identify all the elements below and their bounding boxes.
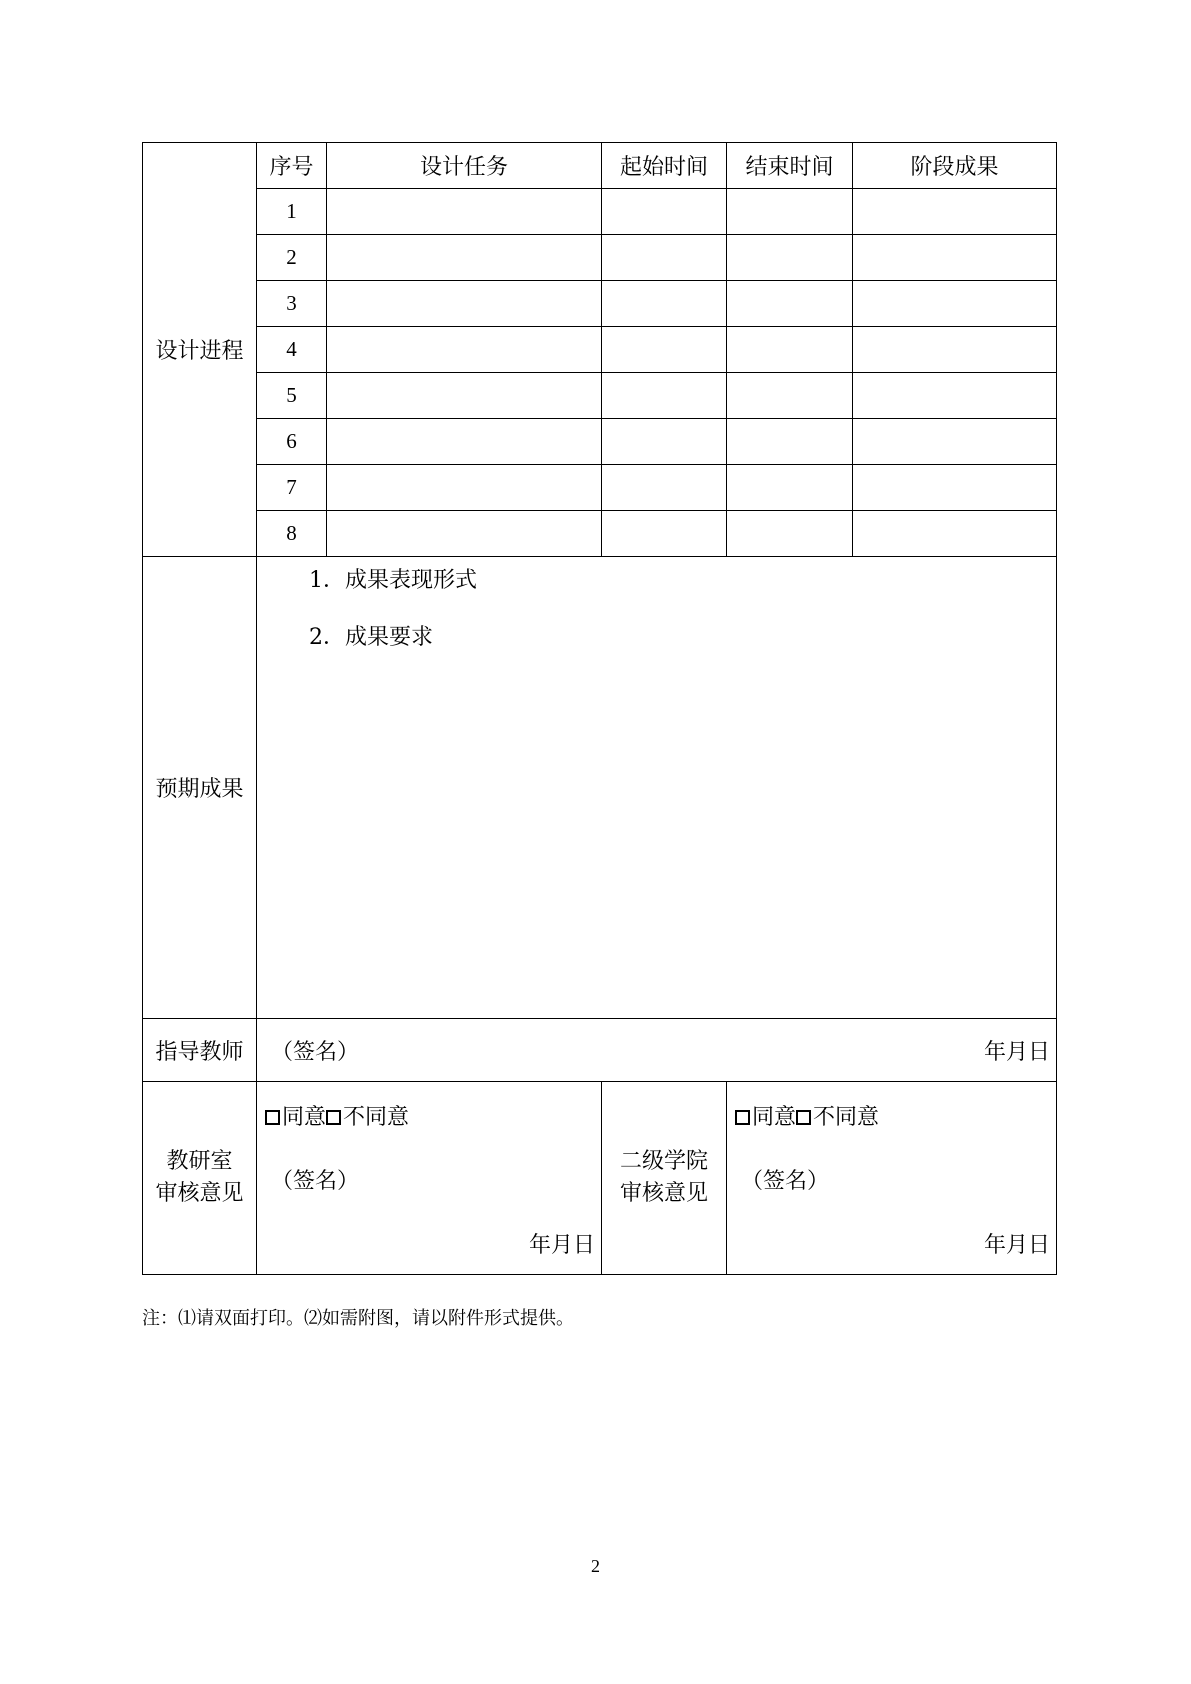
task-cell[interactable] (327, 511, 602, 557)
college-label-line1: 二级学院 (619, 1149, 708, 1174)
college-label-line2: 审核意见 (619, 1181, 708, 1206)
task-cell[interactable] (327, 373, 602, 419)
office-label-line2: 审核意见 (155, 1181, 244, 1206)
task-cell[interactable] (327, 465, 602, 511)
office-date-label: 年月日 (528, 1233, 595, 1258)
stage-result-cell[interactable] (853, 189, 1057, 235)
footnote: 注：⑴请双面打印。⑵如需附图，请以附件形式提供。 (142, 1308, 574, 1329)
college-agree-checkbox[interactable] (735, 1110, 750, 1125)
teacher-row (143, 1019, 1057, 1082)
start-time-cell[interactable] (602, 327, 727, 373)
table-row (143, 189, 1057, 235)
header-end-time: 结束时间 (727, 143, 853, 189)
progress-header-row (143, 143, 1057, 189)
stage-result-cell[interactable] (853, 511, 1057, 557)
college-options (735, 1100, 879, 1131)
task-cell[interactable] (327, 327, 602, 373)
college-disagree-checkbox[interactable] (796, 1110, 811, 1125)
start-time-cell[interactable] (602, 235, 727, 281)
row-number: 1 (257, 189, 327, 235)
office-agree-label: 同意 (282, 1105, 327, 1130)
row-number: 2 (257, 235, 327, 281)
start-time-cell[interactable] (602, 419, 727, 465)
header-seq: 序号 (257, 143, 327, 189)
results-row (143, 557, 1057, 1019)
page-number: 2 (591, 1556, 600, 1576)
row-number: 5 (257, 373, 327, 419)
end-time-cell[interactable] (727, 511, 853, 557)
start-time-cell[interactable] (602, 281, 727, 327)
results-content[interactable] (257, 557, 1057, 1019)
header-start-time: 起始时间 (602, 143, 727, 189)
teacher-label: 指导教师 (143, 1019, 257, 1082)
table-row (143, 373, 1057, 419)
stage-result-cell[interactable] (853, 419, 1057, 465)
teacher-signature-label: （签名） (271, 1040, 360, 1065)
end-time-cell[interactable] (727, 189, 853, 235)
end-time-cell[interactable] (727, 373, 853, 419)
office-disagree-checkbox[interactable] (326, 1110, 341, 1125)
project-form-table (142, 142, 1057, 1275)
task-cell[interactable] (327, 189, 602, 235)
college-date-label: 年月日 (983, 1233, 1050, 1258)
stage-result-cell[interactable] (853, 373, 1057, 419)
task-cell[interactable] (327, 419, 602, 465)
end-time-cell[interactable] (727, 327, 853, 373)
office-agree-checkbox[interactable] (265, 1110, 280, 1125)
start-time-cell[interactable] (602, 189, 727, 235)
table-row (143, 281, 1057, 327)
stage-result-cell[interactable] (853, 235, 1057, 281)
college-review-label (602, 1082, 727, 1275)
review-row (143, 1082, 1057, 1275)
college-signature-label: （签名） (741, 1169, 830, 1194)
progress-section-label: 设计进程 (143, 143, 257, 557)
task-cell[interactable] (327, 235, 602, 281)
stage-result-cell[interactable] (853, 465, 1057, 511)
table-row (143, 327, 1057, 373)
start-time-cell[interactable] (602, 373, 727, 419)
college-agree-label: 同意 (752, 1105, 797, 1130)
row-number: 3 (257, 281, 327, 327)
office-options (265, 1100, 409, 1131)
teacher-signature-cell[interactable] (257, 1019, 1057, 1082)
row-number: 6 (257, 419, 327, 465)
college-review-cell (727, 1082, 1057, 1275)
college-disagree-label: 不同意 (813, 1105, 880, 1130)
table-row (143, 511, 1057, 557)
row-number: 7 (257, 465, 327, 511)
office-signature-label: （签名） (271, 1169, 360, 1194)
table-row (143, 419, 1057, 465)
stage-result-cell[interactable] (853, 281, 1057, 327)
header-task: 设计任务 (327, 143, 602, 189)
table-row (143, 465, 1057, 511)
results-section-label: 预期成果 (143, 557, 257, 1019)
result-form-label: 1．成果表现形式 (309, 568, 477, 593)
start-time-cell[interactable] (602, 511, 727, 557)
end-time-cell[interactable] (727, 465, 853, 511)
row-number: 4 (257, 327, 327, 373)
start-time-cell[interactable] (602, 465, 727, 511)
result-requirement-label: 2．成果要求 (309, 625, 433, 650)
end-time-cell[interactable] (727, 281, 853, 327)
stage-result-cell[interactable] (853, 327, 1057, 373)
row-number: 8 (257, 511, 327, 557)
task-cell[interactable] (327, 281, 602, 327)
office-label-line1: 教研室 (166, 1149, 233, 1174)
end-time-cell[interactable] (727, 419, 853, 465)
office-review-label (143, 1082, 257, 1275)
office-disagree-label: 不同意 (343, 1105, 410, 1130)
header-stage-result: 阶段成果 (853, 143, 1057, 189)
teacher-date-label: 年月日 (983, 1040, 1050, 1065)
table-row (143, 235, 1057, 281)
office-review-cell (257, 1082, 602, 1275)
end-time-cell[interactable] (727, 235, 853, 281)
